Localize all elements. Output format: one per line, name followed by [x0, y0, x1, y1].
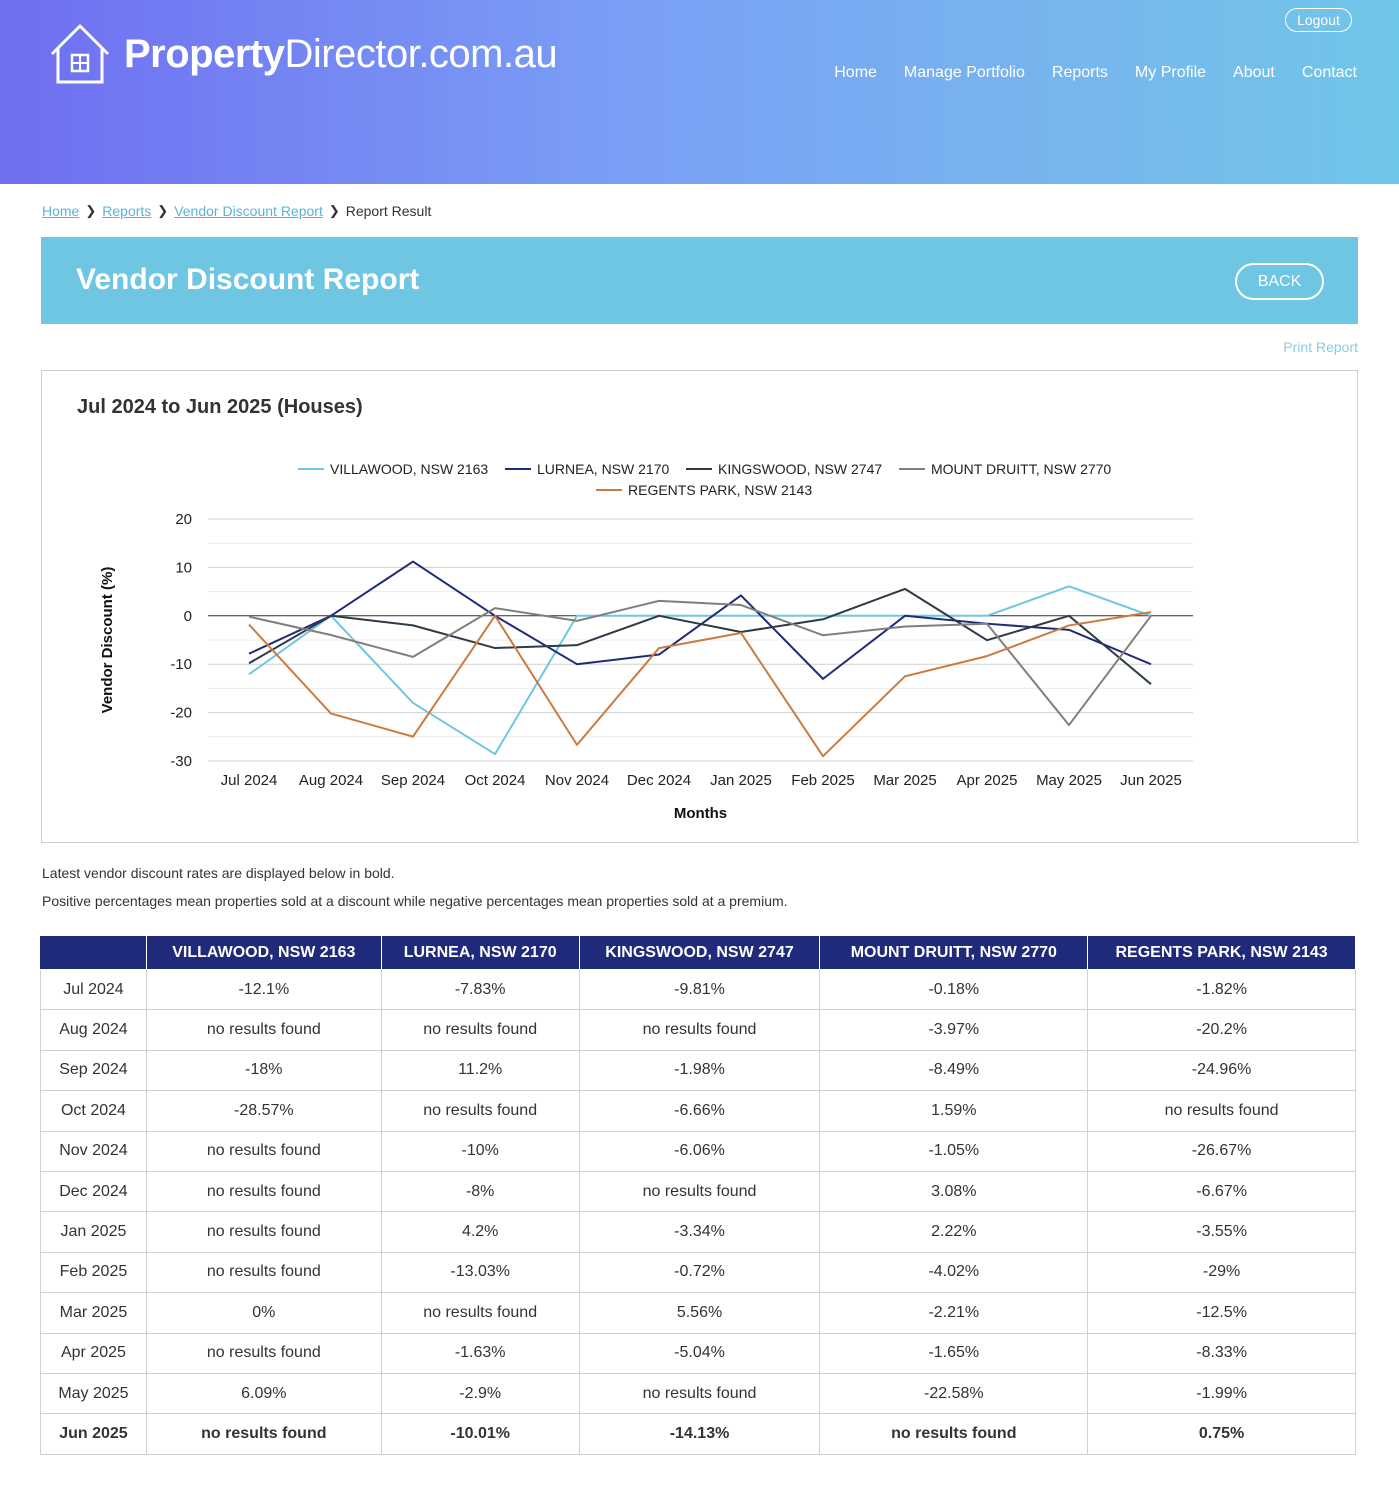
table-row — [41, 1373, 1356, 1413]
table-cell: -26.67% — [1088, 1131, 1356, 1171]
table-row — [41, 1091, 1356, 1131]
print-report-link[interactable]: Print Report — [1283, 339, 1358, 355]
table-header-cell: LURNEA, NSW 2170 — [381, 936, 579, 970]
chevron-right-icon: ❯ — [157, 203, 169, 218]
breadcrumb — [42, 203, 431, 219]
table-cell: no results found — [381, 1091, 579, 1131]
x-tick-label: Aug 2024 — [298, 772, 364, 789]
table-header-row — [41, 936, 1356, 970]
table-cell: 0% — [146, 1293, 381, 1333]
table-cell: 4.2% — [381, 1212, 579, 1252]
table-cell: 5.56% — [579, 1293, 820, 1333]
row-month-cell: Jul 2024 — [41, 970, 147, 1010]
table-row — [41, 1010, 1356, 1050]
x-tick-label: Jul 2024 — [220, 772, 278, 789]
table-cell: no results found — [146, 1131, 381, 1171]
x-tick-label: Nov 2024 — [544, 772, 610, 789]
table-cell: -24.96% — [1088, 1050, 1356, 1090]
series-line-2 — [249, 562, 1151, 679]
table-cell: -22.58% — [820, 1373, 1088, 1413]
table-cell: -29% — [1088, 1252, 1356, 1292]
table-cell: -1.63% — [381, 1333, 579, 1373]
table-cell: -4.02% — [820, 1252, 1088, 1292]
table-cell: -1.98% — [579, 1050, 820, 1090]
site-logo[interactable] — [46, 20, 557, 88]
row-month-cell: Sep 2024 — [41, 1050, 147, 1090]
table-cell: no results found — [579, 1171, 820, 1211]
table-cell: 1.59% — [820, 1091, 1088, 1131]
table-cell: -10% — [381, 1131, 579, 1171]
table-cell: no results found — [146, 1171, 381, 1211]
table-cell: no results found — [381, 1293, 579, 1333]
table-row — [41, 1212, 1356, 1252]
table-cell: no results found — [381, 1010, 579, 1050]
row-month-cell: May 2025 — [41, 1373, 147, 1413]
table-cell: -3.97% — [820, 1010, 1088, 1050]
y-tick-label: 0 — [183, 607, 192, 625]
legend-label: MOUNT DRUITT, NSW 2770 — [931, 461, 1112, 477]
table-cell: -1.82% — [1088, 970, 1356, 1010]
table-cell: -18% — [146, 1050, 381, 1090]
vendor-discount-line-chart — [42, 371, 1357, 842]
table-row — [41, 1293, 1356, 1333]
back-button[interactable]: BACK — [1235, 263, 1324, 300]
row-month-cell: Mar 2025 — [41, 1293, 147, 1333]
house-logo-icon — [46, 20, 114, 88]
table-row — [41, 1050, 1356, 1090]
table-cell: no results found — [579, 1373, 820, 1413]
table-cell: -12.5% — [1088, 1293, 1356, 1333]
table-header-cell: REGENTS PARK, NSW 2143 — [1088, 936, 1356, 970]
x-tick-label: Apr 2025 — [956, 772, 1018, 789]
site-header — [0, 0, 1399, 184]
y-axis-title: Vendor Discount (%) — [99, 566, 116, 714]
series-line-4 — [249, 601, 1151, 725]
table-cell: -2.21% — [820, 1293, 1088, 1333]
logout-button[interactable]: Logout — [1285, 8, 1352, 32]
page-title-banner — [41, 237, 1358, 324]
row-month-cell: Jun 2025 — [41, 1414, 147, 1454]
table-cell: no results found — [146, 1414, 381, 1454]
table-cell: 0.75% — [1088, 1414, 1356, 1454]
y-tick-label: -30 — [170, 753, 192, 770]
table-cell: -9.81% — [579, 970, 820, 1010]
nav-manage-portfolio[interactable]: Manage Portfolio — [903, 64, 1025, 81]
table-cell: 11.2% — [381, 1050, 579, 1090]
table-cell: -6.06% — [579, 1131, 820, 1171]
table-cell: -12.1% — [146, 970, 381, 1010]
chart-panel — [41, 370, 1358, 843]
table-cell: -8.49% — [820, 1050, 1088, 1090]
table-row — [41, 1414, 1356, 1454]
table-cell: no results found — [146, 1010, 381, 1050]
nav-reports[interactable]: Reports — [1051, 64, 1108, 81]
table-cell: no results found — [146, 1252, 381, 1292]
table-header-corner — [41, 936, 147, 970]
legend-label: REGENTS PARK, NSW 2143 — [628, 482, 813, 498]
table-cell: -28.57% — [146, 1091, 381, 1131]
chevron-right-icon: ❯ — [85, 203, 97, 218]
table-header-cell: KINGSWOOD, NSW 2747 — [579, 936, 820, 970]
x-tick-label: Jan 2025 — [710, 772, 772, 789]
series-line-5 — [249, 612, 1151, 756]
table-cell: -1.05% — [820, 1131, 1088, 1171]
row-month-cell: Nov 2024 — [41, 1131, 147, 1171]
table-header-cell: MOUNT DRUITT, NSW 2770 — [820, 936, 1088, 970]
legend-label: VILLAWOOD, NSW 2163 — [330, 461, 489, 477]
table-cell: -8% — [381, 1171, 579, 1211]
table-cell: 2.22% — [820, 1212, 1088, 1252]
row-month-cell: Oct 2024 — [41, 1091, 147, 1131]
table-cell: -7.83% — [381, 970, 579, 1010]
row-month-cell: Aug 2024 — [41, 1010, 147, 1050]
table-cell: -5.04% — [579, 1333, 820, 1373]
table-cell: -10.01% — [381, 1414, 579, 1454]
logo-text: PropertyDirector.com.au — [124, 31, 558, 76]
table-row — [41, 970, 1356, 1010]
breadcrumb-current: Report Result — [345, 203, 432, 219]
vendor-discount-table — [40, 935, 1356, 1455]
table-cell: -1.99% — [1088, 1373, 1356, 1413]
table-cell: -3.34% — [579, 1212, 820, 1252]
table-row — [41, 1171, 1356, 1211]
row-month-cell: Jan 2025 — [41, 1212, 147, 1252]
legend-label: KINGSWOOD, NSW 2747 — [718, 461, 883, 477]
y-tick-label: -20 — [170, 704, 192, 722]
row-month-cell: Feb 2025 — [41, 1252, 147, 1292]
table-cell: -2.9% — [381, 1373, 579, 1413]
table-header-cell: VILLAWOOD, NSW 2163 — [146, 936, 381, 970]
x-tick-label: Feb 2025 — [791, 772, 855, 789]
page-title: Vendor Discount Report — [76, 263, 420, 296]
table-cell: -20.2% — [1088, 1010, 1356, 1050]
x-tick-label: Mar 2025 — [873, 772, 937, 789]
table-cell: no results found — [146, 1333, 381, 1373]
x-tick-label: Jun 2025 — [1120, 772, 1182, 789]
breadcrumb-home[interactable]: Home — [42, 203, 80, 219]
breadcrumb-reports[interactable]: Reports — [102, 203, 152, 219]
chevron-right-icon: ❯ — [328, 203, 340, 218]
table-row — [41, 1333, 1356, 1373]
y-tick-label: 10 — [175, 559, 192, 577]
x-tick-label: May 2025 — [1036, 772, 1102, 789]
x-tick-label: Sep 2024 — [380, 772, 446, 789]
note-bold-latest: Latest vendor discount rates are displayed below in bold. — [42, 865, 395, 881]
table-cell: -14.13% — [579, 1414, 820, 1454]
nav-my-profile[interactable]: My Profile — [1134, 64, 1207, 81]
note-discount-meaning: Positive percentages mean properties sold at a discount while negative percentages mean properties sold at a premium. — [42, 893, 788, 909]
table-cell: -8.33% — [1088, 1333, 1356, 1373]
nav-about[interactable]: About — [1233, 64, 1275, 81]
table-cell: -0.18% — [820, 970, 1088, 1010]
table-cell: -6.67% — [1088, 1171, 1356, 1211]
y-tick-label: 20 — [175, 511, 192, 528]
legend-label: LURNEA, NSW 2170 — [537, 461, 670, 477]
x-tick-label: Dec 2024 — [626, 772, 692, 789]
table-cell: -0.72% — [579, 1252, 820, 1292]
table-row — [41, 1131, 1356, 1171]
x-axis-title: Months — [673, 805, 728, 822]
table-row — [41, 1252, 1356, 1292]
table-cell: no results found — [820, 1414, 1088, 1454]
table-cell: -1.65% — [820, 1333, 1088, 1373]
table-cell: 3.08% — [820, 1171, 1088, 1211]
table-cell: -3.55% — [1088, 1212, 1356, 1252]
main-nav — [834, 64, 1357, 82]
nav-contact[interactable]: Contact — [1301, 64, 1357, 81]
table-cell: no results found — [579, 1010, 820, 1050]
table-cell: 6.09% — [146, 1373, 381, 1413]
x-tick-label: Oct 2024 — [464, 772, 526, 789]
table-cell: -13.03% — [381, 1252, 579, 1292]
table-cell: -6.66% — [579, 1091, 820, 1131]
chart-title: Jul 2024 to Jun 2025 (Houses) — [77, 396, 363, 418]
nav-home[interactable]: Home — [834, 64, 877, 81]
y-tick-label: -10 — [170, 656, 192, 674]
table-cell: no results found — [146, 1212, 381, 1252]
breadcrumb-vendor-discount-report[interactable]: Vendor Discount Report — [174, 203, 323, 219]
row-month-cell: Apr 2025 — [41, 1333, 147, 1373]
row-month-cell: Dec 2024 — [41, 1171, 147, 1211]
table-cell: no results found — [1088, 1091, 1356, 1131]
